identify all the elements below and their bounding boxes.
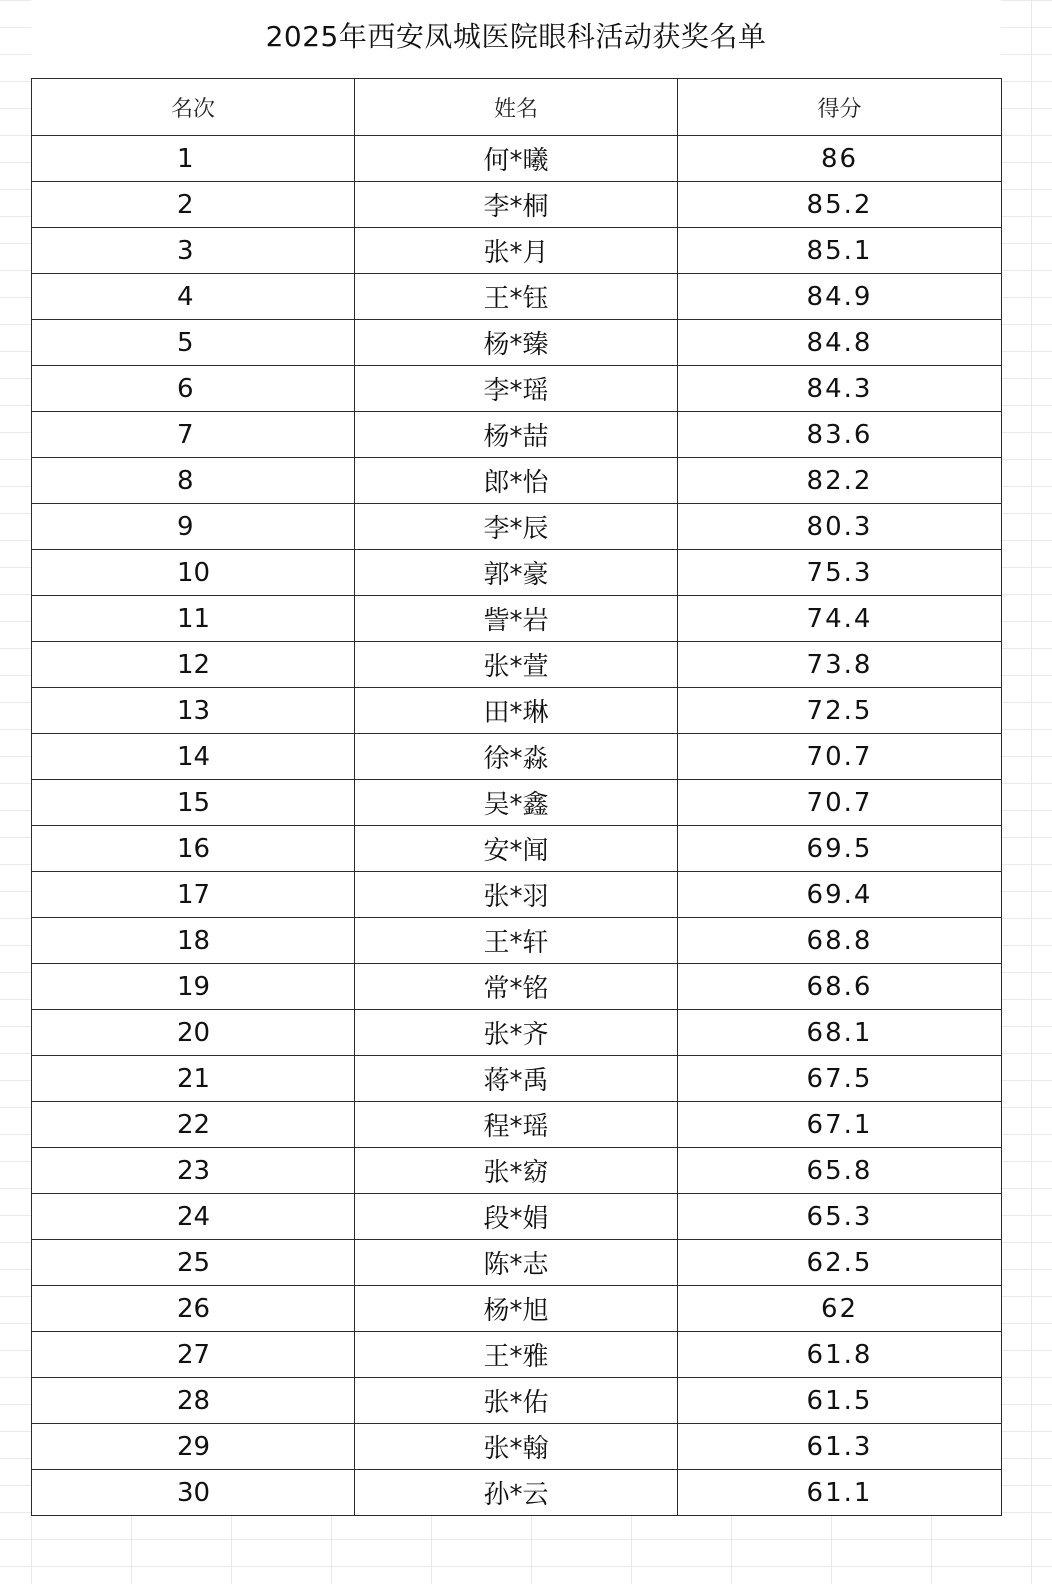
name-cell[interactable]: 安*闻 [355,826,678,872]
header-cell-name[interactable]: 姓名 [355,79,678,136]
table-row [32,642,1002,688]
table-row [32,734,1002,780]
table-row [32,918,1002,964]
name-cell[interactable]: 王*轩 [355,918,678,964]
table-body [32,136,1002,1516]
table-row [32,1148,1002,1194]
score-cell[interactable]: 82.2 [678,458,1002,504]
score-cell[interactable]: 61.5 [678,1378,1002,1424]
rank-cell[interactable]: 7 [32,412,355,458]
table-row [32,1240,1002,1286]
table-row [32,1470,1002,1516]
rank-cell[interactable]: 24 [32,1194,355,1240]
score-cell[interactable]: 65.8 [678,1148,1002,1194]
award-table [31,78,1002,1516]
name-cell[interactable]: 李*辰 [355,504,678,550]
rank-cell[interactable]: 16 [32,826,355,872]
score-cell[interactable]: 84.3 [678,366,1002,412]
score-cell[interactable]: 69.5 [678,826,1002,872]
score-cell[interactable]: 84.8 [678,320,1002,366]
score-cell[interactable]: 62 [678,1286,1002,1332]
name-cell[interactable]: 张*齐 [355,1010,678,1056]
table-row [32,1378,1002,1424]
score-cell[interactable]: 68.6 [678,964,1002,1010]
score-cell[interactable]: 85.2 [678,182,1002,228]
rank-cell[interactable]: 22 [32,1102,355,1148]
table-row [32,1286,1002,1332]
table-row [32,412,1002,458]
score-cell[interactable]: 80.3 [678,504,1002,550]
table-row [32,228,1002,274]
table-row [32,1010,1002,1056]
name-cell[interactable]: 杨*臻 [355,320,678,366]
score-cell[interactable]: 61.8 [678,1332,1002,1378]
rank-cell[interactable]: 8 [32,458,355,504]
name-cell[interactable]: 孙*云 [355,1470,678,1516]
rank-cell[interactable]: 9 [32,504,355,550]
name-cell[interactable]: 蒋*禹 [355,1056,678,1102]
name-cell[interactable]: 张*翰 [355,1424,678,1470]
score-cell[interactable]: 75.3 [678,550,1002,596]
rank-cell[interactable]: 30 [32,1470,355,1516]
rank-cell[interactable]: 29 [32,1424,355,1470]
name-cell[interactable]: 张*羽 [355,872,678,918]
rank-cell[interactable]: 21 [32,1056,355,1102]
table-row [32,872,1002,918]
score-cell[interactable]: 65.3 [678,1194,1002,1240]
score-cell[interactable]: 62.5 [678,1240,1002,1286]
empty-sheet-area[interactable] [31,1530,1001,1556]
name-cell[interactable]: 郭*豪 [355,550,678,596]
score-cell[interactable]: 86 [678,136,1002,182]
award-table-container [31,78,1001,1516]
rank-cell[interactable]: 12 [32,642,355,688]
score-cell[interactable]: 85.1 [678,228,1002,274]
table-row [32,504,1002,550]
name-cell[interactable]: 吴*鑫 [355,780,678,826]
name-cell[interactable]: 张*月 [355,228,678,274]
name-cell[interactable]: 徐*淼 [355,734,678,780]
rank-cell[interactable]: 1 [32,136,355,182]
table-row [32,1194,1002,1240]
rank-cell[interactable]: 10 [32,550,355,596]
name-cell[interactable]: 陈*志 [355,1240,678,1286]
score-cell[interactable]: 70.7 [678,780,1002,826]
rank-cell[interactable]: 11 [32,596,355,642]
rank-cell[interactable]: 13 [32,688,355,734]
table-row [32,320,1002,366]
rank-cell[interactable]: 23 [32,1148,355,1194]
score-cell[interactable]: 83.6 [678,412,1002,458]
table-row [32,780,1002,826]
score-cell[interactable]: 67.5 [678,1056,1002,1102]
name-cell[interactable]: 张*萱 [355,642,678,688]
score-cell[interactable]: 84.9 [678,274,1002,320]
name-cell[interactable]: 程*瑶 [355,1102,678,1148]
rank-cell[interactable]: 20 [32,1010,355,1056]
rank-cell[interactable]: 3 [32,228,355,274]
name-cell[interactable]: 张*佑 [355,1378,678,1424]
rank-cell[interactable]: 5 [32,320,355,366]
name-cell[interactable]: 訾*岩 [355,596,678,642]
header-cell-rank[interactable]: 名次 [32,79,355,136]
rank-cell[interactable]: 28 [32,1378,355,1424]
score-cell[interactable]: 72.5 [678,688,1002,734]
score-cell[interactable]: 61.1 [678,1470,1002,1516]
table-row [32,1056,1002,1102]
table-row [32,458,1002,504]
table-row [32,550,1002,596]
rank-cell[interactable]: 19 [32,964,355,1010]
sheet-title[interactable]: 2025年西安凤城医院眼科活动获奖名单 [31,0,1001,78]
score-cell[interactable]: 69.4 [678,872,1002,918]
score-cell[interactable]: 61.3 [678,1424,1002,1470]
name-cell[interactable]: 段*娟 [355,1194,678,1240]
name-cell[interactable]: 田*琳 [355,688,678,734]
name-cell[interactable]: 王*雅 [355,1332,678,1378]
table-row [32,274,1002,320]
name-cell[interactable]: 何*曦 [355,136,678,182]
rank-cell[interactable]: 25 [32,1240,355,1286]
table-row [32,826,1002,872]
rank-cell[interactable]: 14 [32,734,355,780]
rank-cell[interactable]: 15 [32,780,355,826]
rank-cell[interactable]: 26 [32,1286,355,1332]
score-cell[interactable]: 74.4 [678,596,1002,642]
rank-cell[interactable]: 17 [32,872,355,918]
header-cell-score[interactable]: 得分 [678,79,1002,136]
score-cell[interactable]: 70.7 [678,734,1002,780]
name-cell[interactable]: 李*桐 [355,182,678,228]
header-row [32,79,1002,136]
table-row [32,182,1002,228]
name-cell[interactable]: 杨*喆 [355,412,678,458]
table-row [32,366,1002,412]
rank-cell[interactable]: 2 [32,182,355,228]
name-cell[interactable]: 张*窈 [355,1148,678,1194]
score-cell[interactable]: 73.8 [678,642,1002,688]
name-cell[interactable]: 王*钰 [355,274,678,320]
name-cell[interactable]: 郎*怡 [355,458,678,504]
score-cell[interactable]: 68.8 [678,918,1002,964]
table-row [32,136,1002,182]
name-cell[interactable]: 李*瑶 [355,366,678,412]
name-cell[interactable]: 常*铭 [355,964,678,1010]
name-cell[interactable]: 杨*旭 [355,1286,678,1332]
rank-cell[interactable]: 18 [32,918,355,964]
table-row [32,964,1002,1010]
rank-cell[interactable]: 4 [32,274,355,320]
table-row [32,596,1002,642]
rank-cell[interactable]: 6 [32,366,355,412]
score-cell[interactable]: 68.1 [678,1010,1002,1056]
score-cell[interactable]: 67.1 [678,1102,1002,1148]
table-row [32,1102,1002,1148]
table-row [32,688,1002,734]
rank-cell[interactable]: 27 [32,1332,355,1378]
table-row [32,1424,1002,1470]
table-row [32,1332,1002,1378]
